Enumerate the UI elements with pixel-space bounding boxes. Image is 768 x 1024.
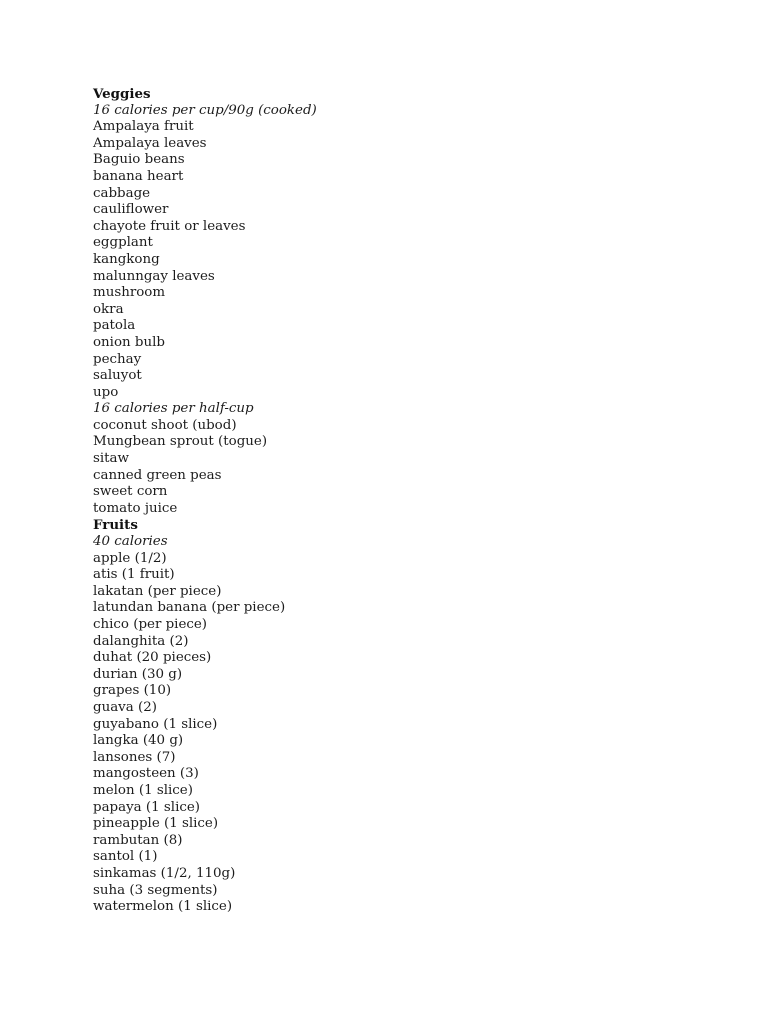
list-item: saluyot bbox=[93, 368, 142, 384]
list-item: suha (3 segments) bbox=[93, 882, 218, 898]
list-item: melon (1 slice) bbox=[93, 782, 193, 798]
list-item: duhat (20 pieces) bbox=[93, 650, 212, 666]
list-item: upo bbox=[93, 384, 119, 400]
list-item: langka (40 g) bbox=[93, 733, 184, 749]
list-item: guava (2) bbox=[93, 699, 157, 715]
list-item: mangosteen (3) bbox=[93, 766, 199, 782]
list-item: Baguio beans bbox=[93, 152, 185, 168]
list-item: kangkong bbox=[93, 251, 160, 267]
fruits-subheading: 40 calories bbox=[93, 534, 168, 550]
list-item: onion bulb bbox=[93, 334, 165, 350]
list-item: sitaw bbox=[93, 451, 129, 467]
fruits-list bbox=[93, 551, 733, 916]
list-item: lakatan (per piece) bbox=[93, 583, 222, 599]
list-item: patola bbox=[93, 318, 136, 334]
document bbox=[93, 86, 733, 916]
list-item: dalanghita (2) bbox=[93, 633, 189, 649]
veggies-list-cup bbox=[93, 119, 733, 401]
list-item: banana heart bbox=[93, 168, 184, 184]
list-item: pineapple (1 slice) bbox=[93, 816, 219, 832]
list-item: eggplant bbox=[93, 235, 153, 251]
list-item: papaya (1 slice) bbox=[93, 799, 201, 815]
list-item: chayote fruit or leaves bbox=[93, 218, 246, 234]
list-item: Mungbean sprout (togue) bbox=[93, 434, 268, 450]
list-item: canned green peas bbox=[93, 467, 222, 483]
veggies-list-half-cup bbox=[93, 418, 733, 518]
list-item: guyabano (1 slice) bbox=[93, 716, 218, 732]
list-item: Ampalaya fruit bbox=[93, 119, 194, 135]
list-item: okra bbox=[93, 301, 124, 317]
list-item: grapes (10) bbox=[93, 683, 172, 699]
list-item: watermelon (1 slice) bbox=[93, 899, 233, 915]
list-item: chico (per piece) bbox=[93, 617, 208, 632]
veggies-subheading-half-cup: 16 calories per half-cup bbox=[93, 401, 254, 417]
veggies-heading: Veggies bbox=[93, 86, 151, 102]
list-item: cabbage bbox=[93, 185, 151, 201]
list-item: mushroom bbox=[93, 285, 166, 301]
list-item: sinkamas (1/2, 110g) bbox=[93, 865, 236, 881]
list-item: sweet corn bbox=[93, 484, 168, 500]
list-item: latundan banana (per piece) bbox=[93, 600, 286, 616]
list-item: tomato juice bbox=[93, 500, 178, 516]
list-item: durian (30 g) bbox=[93, 666, 183, 682]
list-item: apple (1/2) bbox=[93, 550, 167, 566]
list-item: cauliflower bbox=[93, 202, 169, 218]
list-item: coconut shoot (ubod) bbox=[93, 417, 237, 433]
list-item: atis (1 fruit) bbox=[93, 567, 175, 583]
list-item: rambutan (8) bbox=[93, 832, 183, 848]
list-item: santol (1) bbox=[93, 849, 158, 865]
fruits-heading: Fruits bbox=[93, 517, 138, 534]
list-item: malunngay leaves bbox=[93, 268, 215, 284]
veggies-subheading-cup: 16 calories per cup/90g (cooked) bbox=[93, 102, 317, 118]
list-item: pechay bbox=[93, 351, 142, 367]
list-item: lansones (7) bbox=[93, 749, 176, 765]
list-item: Ampalaya leaves bbox=[93, 135, 207, 151]
